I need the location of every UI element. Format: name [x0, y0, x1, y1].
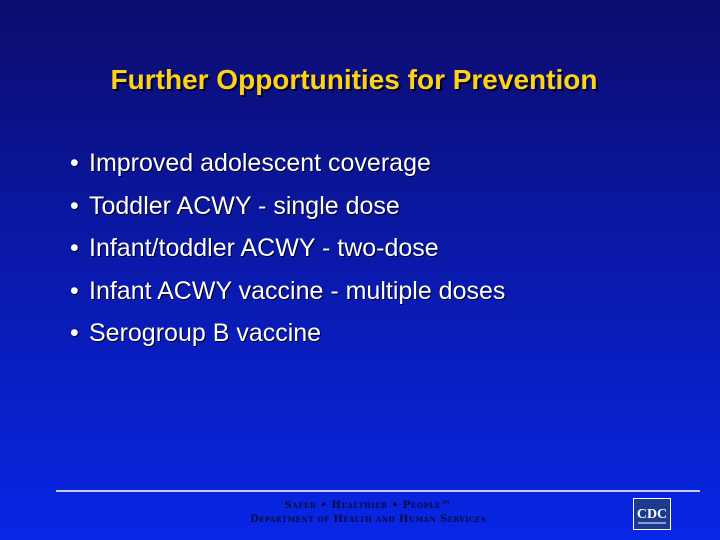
bullet-marker: •	[70, 319, 79, 347]
cdc-logo	[633, 498, 671, 530]
bullet-marker: •	[70, 276, 79, 305]
footer-divider	[56, 490, 700, 492]
bullet-marker: •	[70, 149, 79, 177]
bullet-text: Toddler ACWY - single dose	[89, 191, 400, 220]
bullet-marker: •	[70, 191, 79, 220]
bullet-marker: •	[70, 234, 79, 262]
footer-tagline: Safer • Healthier • People™	[284, 500, 452, 511]
slide-title: Further Opportunities for Prevention	[110, 64, 598, 95]
cdc-logo-icon	[634, 499, 670, 529]
bullet-text: Serogroup B vaccine	[89, 319, 322, 347]
bullet-text: Improved adolescent coverage	[89, 149, 431, 177]
bullet-text: Infant ACWY vaccine - multiple doses	[89, 276, 506, 305]
cdc-logo-text: CDC	[636, 507, 668, 522]
bullet-text: Infant/toddler ACWY - two-dose	[89, 234, 439, 262]
footer-department: Department of Health and Human Services	[249, 514, 487, 525]
